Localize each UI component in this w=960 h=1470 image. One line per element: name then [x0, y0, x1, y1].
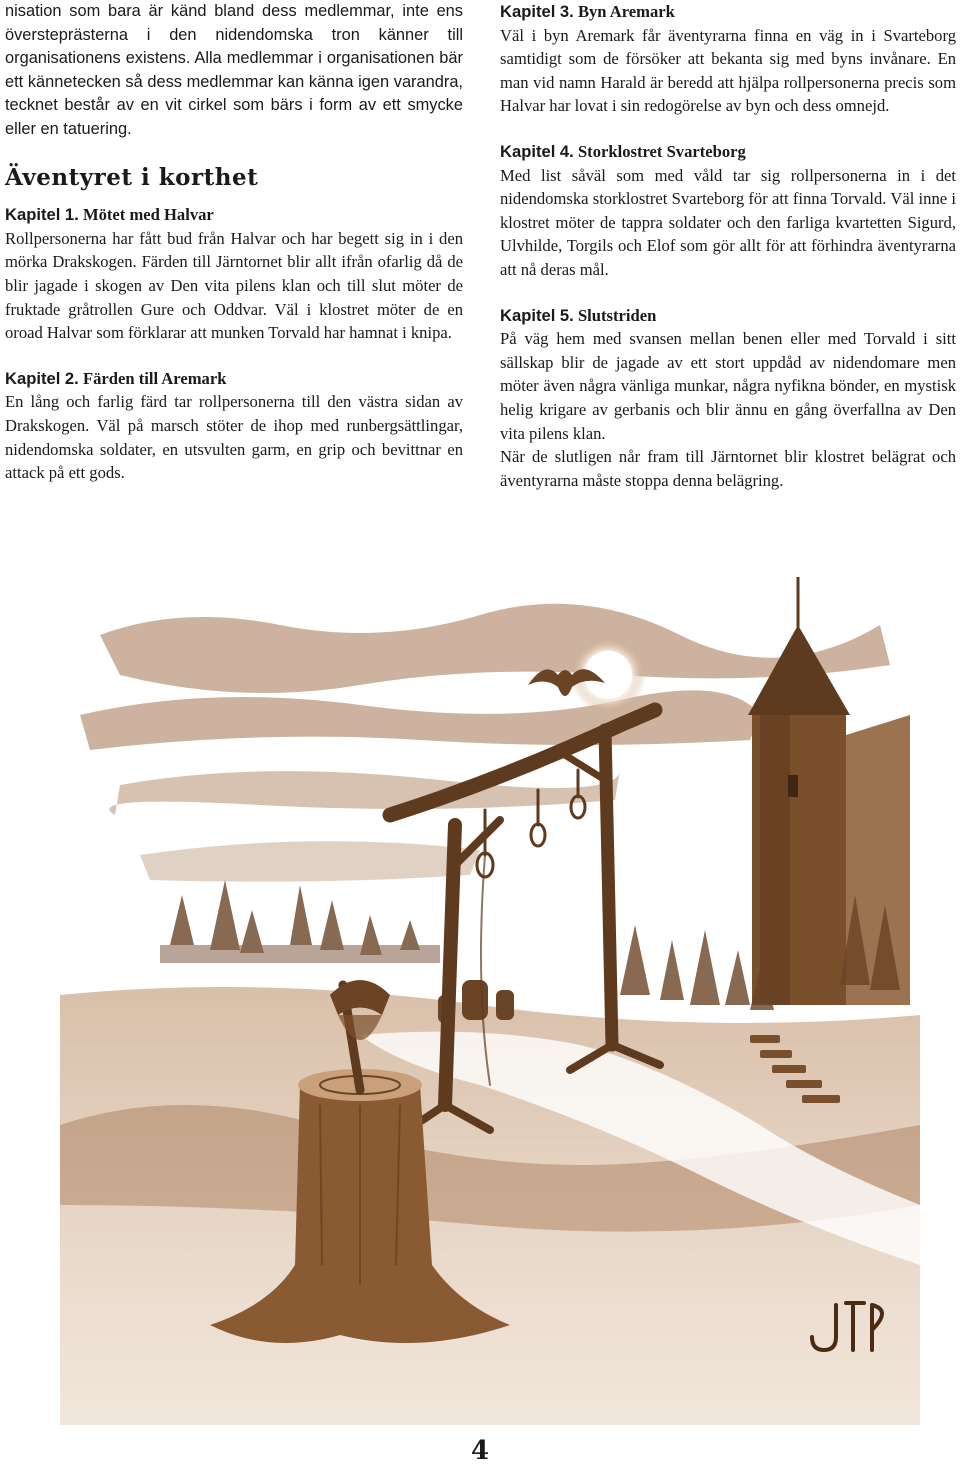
- chapter-5-name: Slutstriden: [577, 305, 657, 325]
- chapter-1-body: Rollpersonerna har fått bud från Halvar och har begett sig in i den mörka Drakskogen. Färden till Järntornet blir allt ifrån ofarlig då de blir jagade i skogen av Den vita pilens klan och till slut möter de fruktade gråtrollen Gure och Oddvar. Väl i klostret möter de en oroad Halvar som förklarar att munken Torvald har hamnat i knipa.: [5, 228, 463, 343]
- chapter-5-body-continued: När de slutligen når fram till Järntornet blir klostret belägrat och äventyrarna måste stoppa denna belägring.: [500, 447, 956, 490]
- chapter-1-label: Kapitel 1.: [5, 205, 79, 225]
- chapter-3: [500, 0, 956, 118]
- chapter-1: [5, 203, 463, 345]
- chapter-3-body: Väl i byn Aremark får äventyrarna finna en väg in i Svarteborg samtidigt som de försöker att bekanta sig med byns invånare. En man vid namn Harald är beredd att hjälpa rollpersonerna precis som Halvar har lovat i sin redogörelse av byn och dess omnejd.: [500, 25, 956, 116]
- chapter-4-label: Kapitel 4.: [500, 141, 574, 161]
- chapter-2-body: En lång och farlig färd tar rollpersonerna till den västra sidan av Drakskogen. Väl på marsch stöter de ihop med runbergsättlingar, nidendomska soldater, en utsvulten garm, en grip och bevittnar en attack på ett gods.: [5, 392, 463, 483]
- section-heading: Äventyret i korthet: [5, 163, 259, 191]
- right-column: [500, 0, 956, 514]
- chapter-5: [500, 304, 956, 493]
- forest-left: [160, 880, 440, 963]
- chapter-4: [500, 140, 956, 282]
- left-column: [5, 0, 463, 507]
- chapter-2: [5, 367, 463, 485]
- chapter-1-title: [5, 203, 463, 227]
- chapter-2-name: Färden till Aremark: [82, 368, 227, 388]
- chapter-4-name: Storklostret Svarteborg: [577, 141, 746, 161]
- chapter-2-label: Kapitel 2.: [5, 368, 79, 388]
- chapter-5-title: [500, 304, 956, 328]
- chapter-3-label: Kapitel 3.: [500, 2, 574, 21]
- chapter-3-title: [500, 0, 956, 24]
- chapter-1-name: Mötet med Halvar: [82, 205, 214, 225]
- page-number: 4: [470, 1436, 490, 1466]
- chapter-5-label: Kapitel 5.: [500, 305, 574, 325]
- gallows-illustration: [60, 565, 920, 1425]
- chapter-2-title: [5, 367, 463, 391]
- chapter-4-body: Med list såväl som med våld tar sig rollpersonerna in i det nidendomska storklostret Svarteborg för att finna Torvald. Väl inne i klostret möter de tappra soldater och den farliga kvartetten Sigurd, Ulvhilde, Torgils och Elof som gör allt för att förhindra äventyrarna att nå deras mål.: [500, 165, 956, 279]
- chapter-5-body: På väg hem med svansen mellan benen eller med Torvald i sitt sällskap blir de jagade av ett stort uppdåd av nidendomare men möter även några vänliga munkar, några nyfikna bönder, en mystisk helig krigare av gerbanis och blir ännu en gång överfallna av Den vita pilens klan.: [500, 329, 956, 443]
- chapter-4-title: [500, 140, 956, 164]
- chapter-3-name: Byn Aremark: [577, 2, 675, 21]
- intro-paragraph: nisation som bara är känd bland dess medlemmar, inte ens översteprästerna i den nidendomska tron känner till organisationens existens. Alla medlemmar i organisationen bär ett kännetecken så dess medlemmar kan känna igen varandra, tecknet består av en vit cirkel som bärs i form av ett smycke eller en tatuering.: [5, 2, 463, 138]
